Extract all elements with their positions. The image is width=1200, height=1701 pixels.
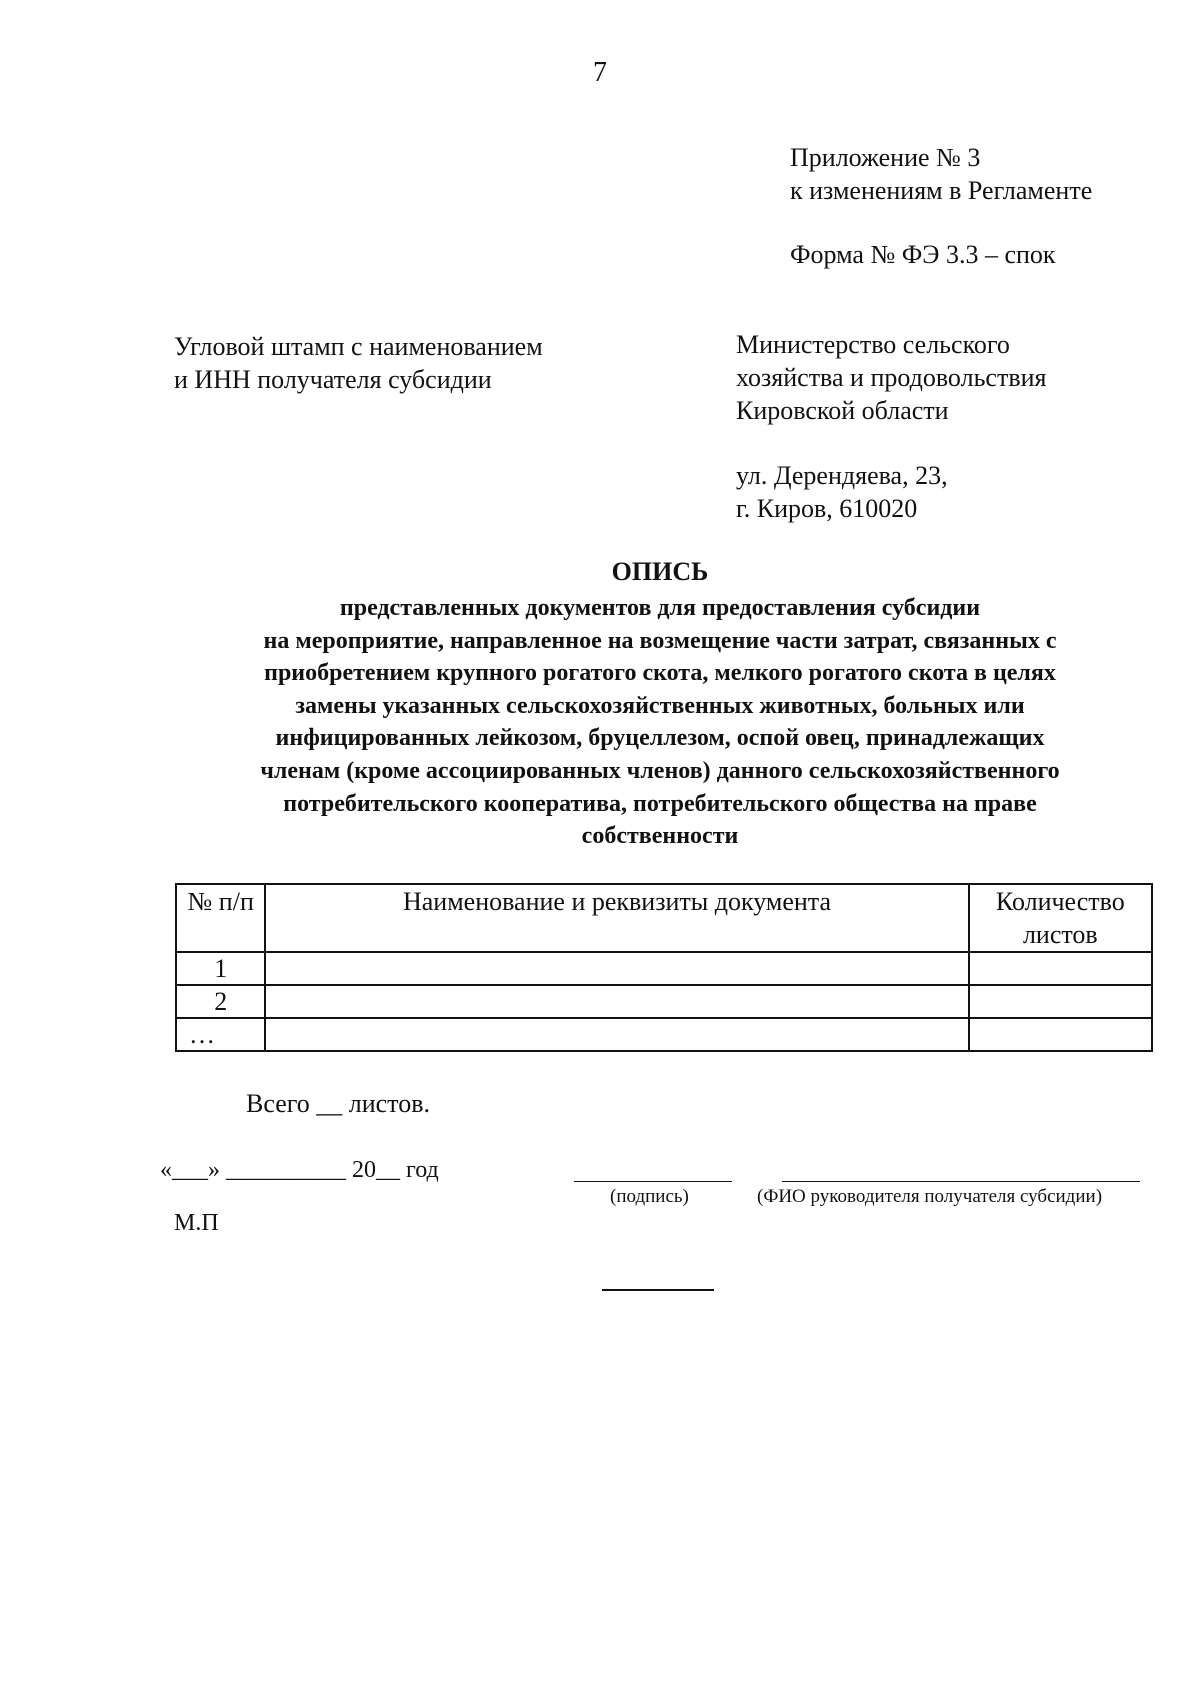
corner-stamp-note: [174, 330, 543, 396]
subtitle-line: замены указанных сельскохозяйственных животных, больных или: [295, 692, 1025, 719]
document-title: ОПИСЬ: [611, 557, 709, 586]
subtitle-line: собственности: [581, 823, 739, 850]
recipient-block: [736, 328, 1046, 427]
subtitle-line: членам (кроме ассоциированных членов) данного сельскохозяйственного: [260, 757, 1060, 784]
appendix-line: Приложение № 3: [790, 143, 981, 172]
subtitle-line: на мероприятие, направленное на возмещение части затрат, связанных с: [263, 627, 1057, 654]
address-line: ул. Дерендяева, 23,: [736, 461, 948, 490]
total-sheets: Всего __ листов.: [246, 1089, 430, 1118]
stamp-line: Угловой штамп с наименованием: [174, 332, 543, 361]
row-document-name: [265, 1018, 968, 1051]
date-line: «___» __________ 20__ год: [160, 1157, 439, 1183]
subtitle-line: представленных документов для предоставления субсидии: [339, 595, 981, 621]
row-document-name: [265, 952, 968, 985]
document-subtitle: [160, 592, 1160, 853]
recipient-address: [736, 459, 948, 525]
subtitle-line: потребительского кооператива, потребительского общества на праве: [283, 790, 1037, 817]
table-row: [176, 1018, 1152, 1051]
address-line: г. Киров, 610020: [736, 494, 918, 523]
stamp-line: и ИНН получателя субсидии: [174, 365, 492, 394]
row-document-name: [265, 985, 968, 1018]
row-number: 1: [176, 952, 265, 985]
table-row: [176, 985, 1152, 1018]
page-number: 7: [593, 57, 607, 88]
recipient-line: Министерство сельского: [736, 330, 1010, 359]
header-document-name: Наименование и реквизиты документа: [265, 884, 968, 952]
seal-mark: М.П: [174, 1210, 219, 1236]
appendix-line: к изменениям в Регламенте: [790, 176, 1093, 205]
row-sheet-count: [969, 952, 1152, 985]
row-sheet-count: [969, 1018, 1152, 1051]
appendix-reference: [790, 141, 1092, 207]
end-rule: [602, 1289, 714, 1291]
fio-line: [782, 1181, 1140, 1182]
form-number: Форма № ФЭ 3.3 – спок: [790, 240, 1056, 269]
row-number: 2: [176, 985, 265, 1018]
row-number: …: [176, 1018, 265, 1051]
subtitle-line: инфицированных лейкозом, бруцеллезом, оспой овец, принадлежащих: [275, 725, 1045, 752]
fio-caption: (ФИО руководителя получателя субсидии): [757, 1186, 1103, 1207]
subtitle-line: приобретением крупного рогатого скота, мелкого рогатого скота в целях: [264, 660, 1056, 687]
table-row: [176, 952, 1152, 985]
signature-line: [574, 1181, 732, 1182]
row-sheet-count: [969, 985, 1152, 1018]
table-header-row: [176, 884, 1152, 952]
header-number: № п/п: [176, 884, 265, 952]
signature-caption: (подпись): [610, 1186, 689, 1207]
header-sheet-count: Количество листов: [969, 884, 1152, 952]
recipient-line: Кировской области: [736, 396, 949, 425]
documents-table: [175, 883, 1153, 1052]
recipient-line: хозяйства и продовольствия: [736, 363, 1047, 392]
